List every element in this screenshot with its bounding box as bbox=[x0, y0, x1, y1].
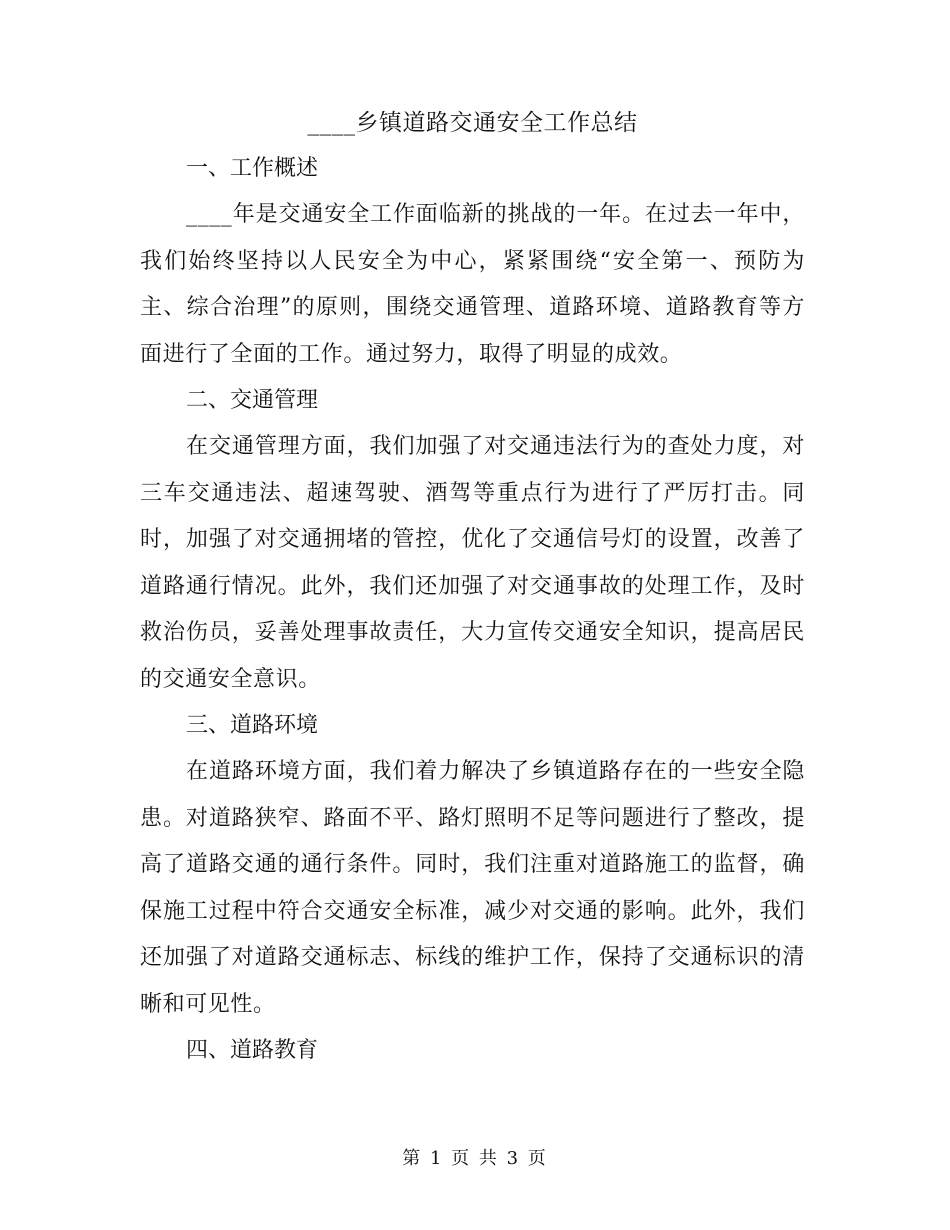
section-heading-traffic-management: 二、交通管理 bbox=[186, 388, 319, 413]
document-title: ____乡镇道路交通安全工作总结 bbox=[307, 110, 638, 136]
section-heading-road-environment: 三、道路环境 bbox=[186, 713, 319, 738]
section-heading-overview: 一、工作概述 bbox=[186, 156, 319, 181]
section-paragraph-overview: ____年是交通安全工作面临新的挑战的一年。在过去一年中，我们始终坚持以人民安全为中心，紧紧围绕“安全第一、预防为主、综合治理”的原则，围绕交通管理、道路环境、道路教育等方面进行了全面的工作。通过努力，取得了明显的成效。 bbox=[140, 202, 805, 367]
section-heading-road-education: 四、道路教育 bbox=[186, 1038, 319, 1063]
section-paragraph-road-environment: 在道路环境方面，我们着力解决了乡镇道路存在的一些安全隐患。对道路狭窄、路面不平、路灯照明不足等问题进行了整改，提高了道路交通的通行条件。同时，我们注重对道路施工的监督，确保施工过程中符合交通安全标准，减少对交通的影响。此外，我们还加强了对道路交通标志、标线的维护工作，保持了交通标识的清晰和可见性。 bbox=[140, 759, 805, 1017]
section-paragraph-traffic-management: 在交通管理方面，我们加强了对交通违法行为的查处力度，对三车交通违法、超速驾驶、酒驾等重点行为进行了严厉打击。同时，加强了对交通拥堵的管控，优化了交通信号灯的设置，改善了道路通行情况。此外，我们还加强了对交通事故的处理工作，及时救治伤员，妥善处理事故责任，大力宣传交通安全知识，提高居民的交通安全意识。 bbox=[140, 434, 805, 692]
document-body bbox=[140, 100, 805, 1074]
page-number-footer: 第 1 页 共 3 页 bbox=[402, 1148, 548, 1169]
